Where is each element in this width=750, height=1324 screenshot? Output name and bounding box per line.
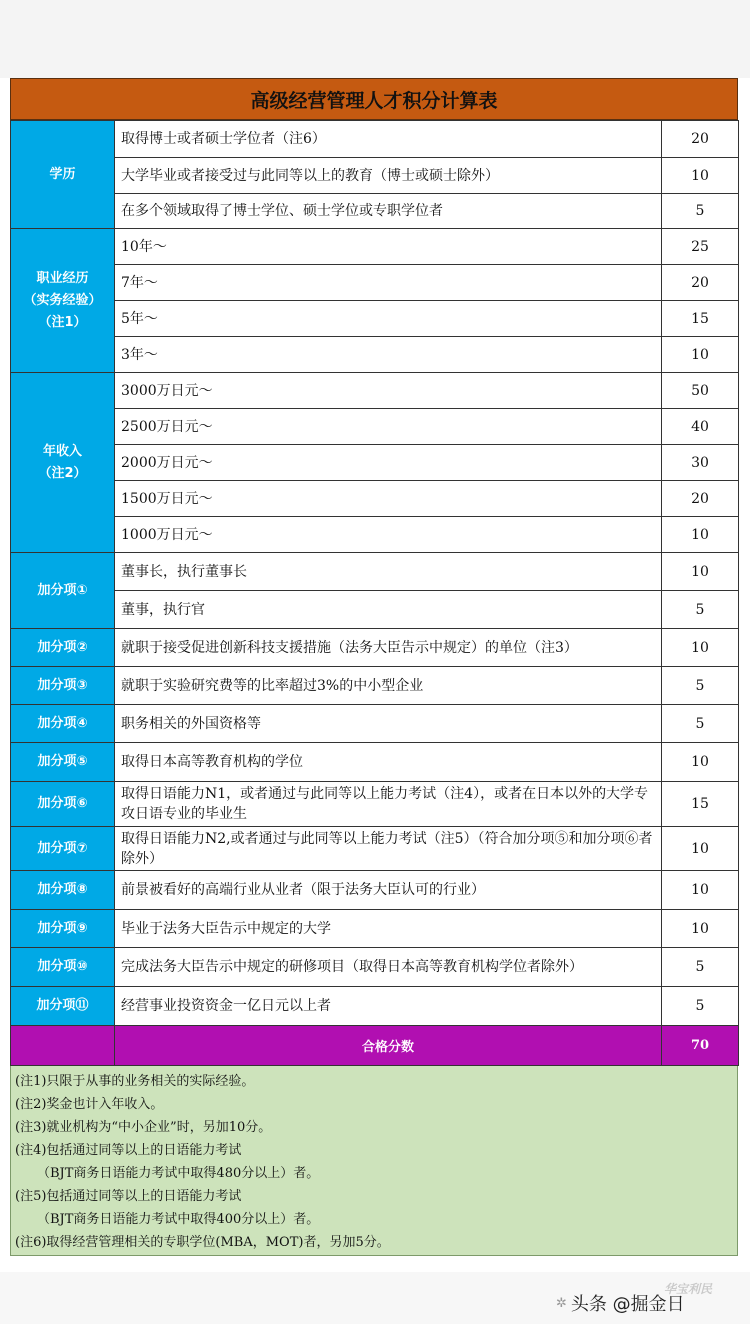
score-sheet	[10, 78, 738, 1256]
points-cell: 20	[662, 121, 739, 158]
points-cell: 10	[662, 517, 739, 553]
category-cell: 加分项⑧	[11, 871, 115, 910]
criterion-cell: 前景被看好的高端行业从业者（限于法务大臣认可的行业）	[115, 871, 662, 910]
points-cell: 30	[662, 445, 739, 481]
criterion-cell: 10年～	[115, 229, 662, 265]
note-line: (注5)包括通过同等以上的日语能力考试	[15, 1189, 242, 1204]
sheet-title: 高级经营管理人才积分计算表	[10, 78, 738, 120]
category-cell: 加分项⑦	[11, 827, 115, 871]
points-cell: 5	[662, 667, 739, 705]
notes-section	[10, 1066, 738, 1256]
criterion-cell: 1500万日元～	[115, 481, 662, 517]
note-continuation: （BJT商务日语能力考试中取得480分以上）者。	[37, 1166, 320, 1181]
points-cell: 5	[662, 987, 739, 1026]
points-cell: 40	[662, 409, 739, 445]
points-cell: 15	[662, 782, 739, 827]
criterion-cell: 完成法务大臣告示中规定的研修项目（取得日本高等教育机构学位者除外）	[115, 948, 662, 987]
table-row	[11, 158, 739, 194]
note-line: (注6)取得经营管理相关的专职学位(MBA，MOT)者，另加5分。	[15, 1235, 390, 1250]
criterion-cell: 董事长，执行董事长	[115, 553, 662, 591]
points-cell: 50	[662, 373, 739, 409]
criterion-cell: 2000万日元～	[115, 445, 662, 481]
note-continuation: （BJT商务日语能力考试中取得400分以上）者。	[37, 1212, 320, 1227]
toutiao-icon: ✲	[556, 1295, 567, 1311]
criterion-cell: 就职于实验研究费等的比率超过3%的中小型企业	[115, 667, 662, 705]
points-cell: 10	[662, 629, 739, 667]
watermark-stamp: 华宝利民	[664, 1282, 713, 1296]
watermark-text: 头条 @掘金日	[570, 1294, 685, 1315]
points-cell: 10	[662, 337, 739, 373]
criterion-cell: 取得日语能力N1，或者通过与此同等以上能力考试（注4），或者在日本以外的大学专攻日语专业的毕业生	[115, 782, 662, 827]
table-row	[11, 194, 739, 229]
table-row	[11, 667, 739, 705]
criterion-cell: 职务相关的外国资格等	[115, 705, 662, 743]
category-label-line: （注2）	[38, 465, 87, 481]
table-row	[11, 910, 739, 948]
criterion-cell: 3000万日元～	[115, 373, 662, 409]
points-cell: 5	[662, 591, 739, 629]
table-row	[11, 337, 739, 373]
note-line: (注1)只限于从事的业务相关的实际经验。	[15, 1074, 255, 1089]
category-label-line: 年收入	[42, 443, 82, 459]
points-cell: 5	[662, 705, 739, 743]
points-cell: 15	[662, 301, 739, 337]
category-label-line: （注1）	[38, 314, 87, 330]
table-row	[11, 987, 739, 1026]
criterion-cell: 7年～	[115, 265, 662, 301]
category-cell: 加分项①	[11, 553, 115, 629]
table-row	[11, 948, 739, 987]
total-row	[11, 1026, 739, 1066]
category-cell: 加分项⑥	[11, 782, 115, 827]
category-label-line: （实务经验）	[23, 292, 102, 308]
points-cell: 5	[662, 948, 739, 987]
table-row	[11, 705, 739, 743]
table-row	[11, 229, 739, 265]
table-row	[11, 121, 739, 158]
note-line: (注4)包括通过同等以上的日语能力考试	[15, 1143, 242, 1158]
category-cell: 加分项⑩	[11, 948, 115, 987]
table-row	[11, 373, 739, 409]
criterion-cell: 取得日本高等教育机构的学位	[115, 743, 662, 782]
criterion-cell: 就职于接受促进创新科技支援措施（法务大臣告示中规定）的单位（注3）	[115, 629, 662, 667]
category-cell: 加分项⑤	[11, 743, 115, 782]
criterion-cell: 经营事业投资资金一亿日元以上者	[115, 987, 662, 1026]
total-label: 合格分数	[115, 1026, 662, 1066]
watermark	[556, 1290, 685, 1316]
criterion-cell: 1000万日元～	[115, 517, 662, 553]
table-row	[11, 265, 739, 301]
category-cell: 加分项④	[11, 705, 115, 743]
table-row	[11, 553, 739, 591]
total-points: 70	[662, 1026, 739, 1066]
table-row	[11, 827, 739, 871]
criterion-cell: 董事，执行官	[115, 591, 662, 629]
criterion-cell: 取得博士或者硕士学位者（注6）	[115, 121, 662, 158]
category-cell: 加分项⑪	[11, 987, 115, 1026]
category-label-line: 职业经历	[36, 270, 89, 286]
category-cell: 加分项⑨	[11, 910, 115, 948]
table-row	[11, 445, 739, 481]
table-row	[11, 629, 739, 667]
table-row	[11, 409, 739, 445]
table-row	[11, 517, 739, 553]
points-cell: 5	[662, 194, 739, 229]
points-cell: 10	[662, 158, 739, 194]
table-row	[11, 782, 739, 827]
points-cell: 20	[662, 481, 739, 517]
table-row	[11, 301, 739, 337]
points-cell: 25	[662, 229, 739, 265]
category-cell: 加分项③	[11, 667, 115, 705]
note-line: (注3)就业机构为“中小企业”时，另加10分。	[15, 1120, 272, 1135]
category-cell	[11, 373, 115, 553]
category-cell: 学历	[11, 121, 115, 229]
criterion-cell: 大学毕业或者接受过与此同等以上的教育（博士或硕士除外）	[115, 158, 662, 194]
points-cell: 20	[662, 265, 739, 301]
category-cell	[11, 229, 115, 373]
points-cell: 10	[662, 743, 739, 782]
top-margin	[0, 0, 750, 78]
table-row	[11, 591, 739, 629]
criterion-cell: 在多个领域取得了博士学位、硕士学位或专职学位者	[115, 194, 662, 229]
criterion-cell: 5年～	[115, 301, 662, 337]
points-cell: 10	[662, 553, 739, 591]
table-row	[11, 871, 739, 910]
score-table	[10, 120, 739, 1066]
note-line: (注2)奖金也计入年收入。	[15, 1097, 164, 1112]
criterion-cell: 取得日语能力N2,或者通过与此同等以上能力考试（注5）（符合加分项⑤和加分项⑥者除外）	[115, 827, 662, 871]
points-cell: 10	[662, 827, 739, 871]
table-row	[11, 481, 739, 517]
criterion-cell: 3年～	[115, 337, 662, 373]
category-cell: 加分项②	[11, 629, 115, 667]
total-blank-cell	[11, 1026, 115, 1066]
criterion-cell: 毕业于法务大臣告示中规定的大学	[115, 910, 662, 948]
points-cell: 10	[662, 871, 739, 910]
points-cell: 10	[662, 910, 739, 948]
table-row	[11, 743, 739, 782]
criterion-cell: 2500万日元～	[115, 409, 662, 445]
